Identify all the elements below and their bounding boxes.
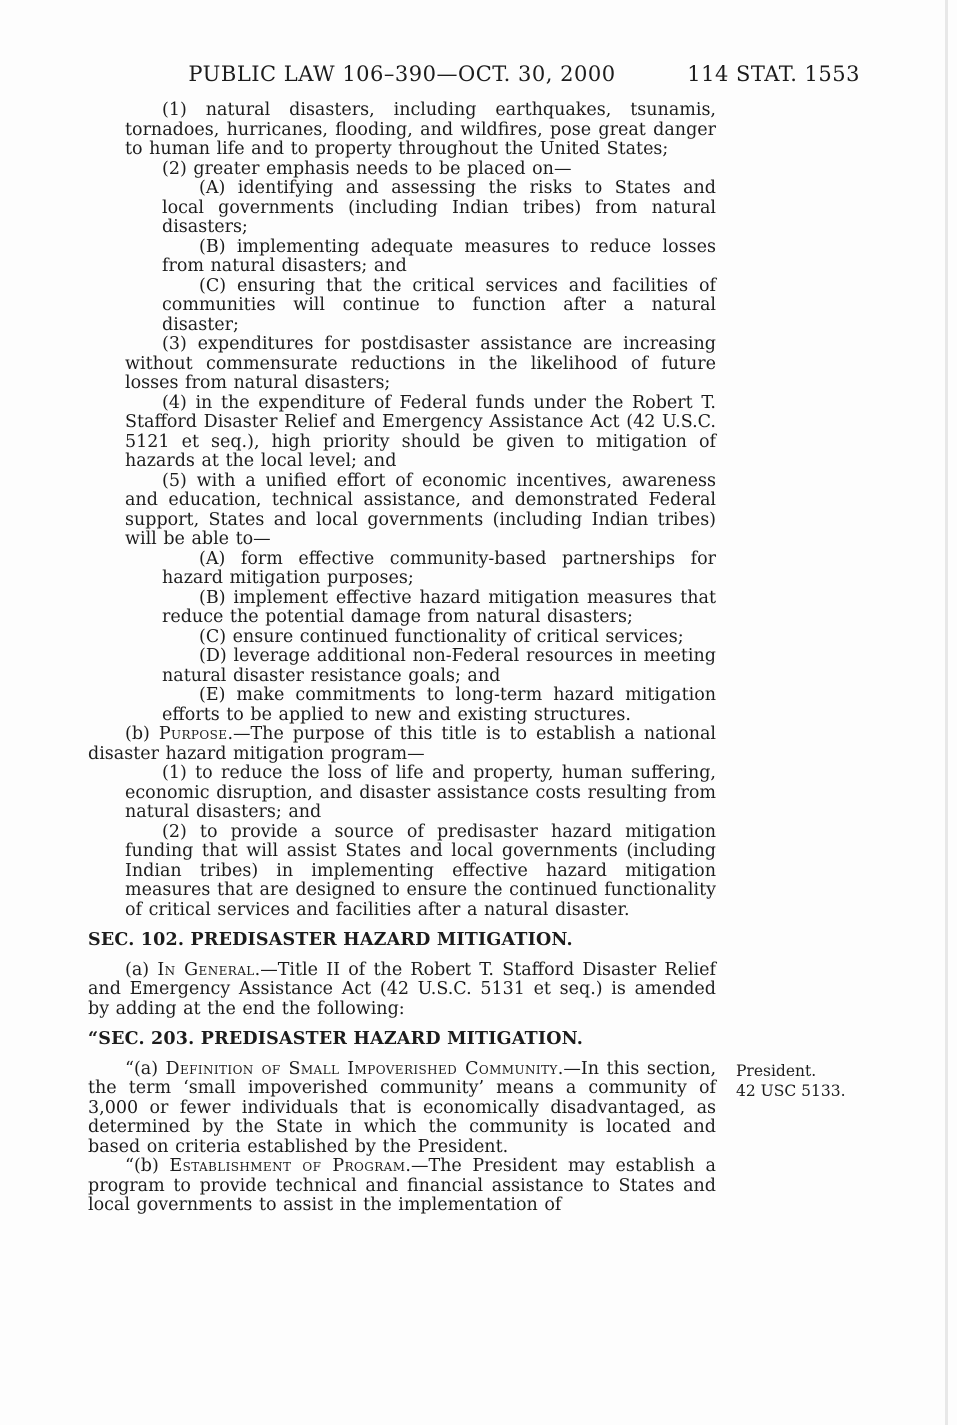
paragraph-text: “(b)	[125, 1156, 170, 1176]
paragraph-text: (A) identifying and assessing the risks to States and local governments (including Indian tribes) from natural disasters;	[162, 178, 716, 237]
statute-paragraph	[88, 1157, 716, 1216]
small-caps-term: In General	[157, 959, 255, 980]
small-caps-term: Establishment of Program	[169, 1156, 406, 1176]
statute-paragraph	[88, 686, 716, 725]
paragraph-text: .—Title II of the Robert T. Stafford Disaster Relief and Emergency Assistance Act (42 U.S.C. 5131 et seq.) is amended by adding at the end the following:	[88, 959, 716, 1019]
paragraph-text: .—The President may establish a program to provide technical and financial assistance to States and local governments to assist in the implementation of	[88, 1156, 716, 1215]
margin-note-line: 42 USC 5133.	[736, 1081, 846, 1100]
section-heading: SEC. 102. PREDISASTER HAZARD MITIGATION.	[88, 930, 573, 950]
paragraph-text: (5) with a unified effort of economic incentives, awareness and education, technical assistance, and demonstrated Federal support, States and local governments (including Indian tribes) will be able to—	[125, 470, 716, 549]
paragraph-text: (4) in the expenditure of Federal funds under the Robert T. Stafford Disaster Relief and Emergency Assistance Act (42 U.S.C. 5121 et seq.), high priority should be given to mitigation of hazards at the local level; and	[125, 392, 716, 471]
law-title: PUBLIC LAW 106–390—OCT. 30, 2000	[188, 62, 616, 86]
statute-paragraph	[88, 961, 716, 1020]
statute-paragraph	[88, 335, 716, 394]
small-caps-term: Definition of Small Impoverished Community	[165, 1058, 558, 1079]
statute-body	[88, 100, 846, 1216]
statute-paragraph	[88, 725, 716, 764]
statute-paragraph	[88, 589, 716, 628]
statute-paragraph	[88, 101, 716, 160]
small-caps-term: Purpose	[158, 724, 228, 744]
paragraph-text: (1) to reduce the loss of life and property, human suffering, economic disruption, and disaster assistance costs resulting from natural disasters; and	[125, 763, 716, 822]
paragraph-text: (E) make commitments to long-term hazard mitigation efforts to be applied to new and existing structures.	[162, 685, 716, 725]
paragraph-text: (2) to provide a source of predisaster hazard mitigation funding that will assist States and local governments (including Indian tribes) in implementing effective hazard mitigation measures that are designed to ensure the continued functionality of critical services and facilities after a natural disaster.	[125, 821, 716, 920]
paragraph-text: (A) form effective community-based partnerships for hazard mitigation purposes;	[162, 548, 716, 588]
paragraph-text: (3) expenditures for postdisaster assistance are increasing without commensurate reductions in the likelihood of future losses from natural disasters;	[125, 334, 716, 393]
statute-paragraph	[88, 628, 716, 648]
statute-paragraph	[88, 238, 716, 277]
margin-note-line: President.	[736, 1061, 817, 1080]
statute-paragraph	[88, 1058, 846, 1158]
paragraph-text: (B) implementing adequate measures to reduce losses from natural disasters; and	[162, 236, 716, 276]
statute-paragraph	[88, 160, 716, 180]
scan-edge-line	[945, 0, 948, 1425]
section-heading: “SEC. 203. PREDISASTER HAZARD MITIGATION.	[88, 1029, 584, 1049]
paragraph-text: (C) ensure continued functionality of critical services;	[199, 626, 684, 647]
statute-paragraph	[88, 394, 716, 472]
statute-paragraph	[88, 277, 716, 336]
statute-paragraph	[88, 823, 716, 921]
statute-paragraph	[88, 550, 716, 589]
statute-paragraph	[88, 764, 716, 823]
paragraph-text: (D) leverage additional non-Federal resources in meeting natural disaster resistance goals; and	[162, 646, 716, 686]
paragraph-text: (b)	[125, 724, 159, 744]
paragraph-text: (1) natural disasters, including earthquakes, tsunamis, tornadoes, hurricanes, flooding, and wildfires, pose great danger to human life and to property throughout the United States;	[125, 100, 716, 159]
paragraph-text: (2) greater emphasis needs to be placed on—	[162, 158, 572, 179]
paragraph-text: (C) ensuring that the critical services and facilities of communities will continue to function after a natural disaster;	[162, 275, 716, 335]
margin-note	[736, 1061, 896, 1101]
statute-paragraph	[88, 472, 716, 550]
paragraph-text: (a)	[125, 959, 158, 980]
paragraph-text: .—The purpose of this title is to establish a national disaster hazard mitigation program—	[88, 724, 716, 764]
statute-paragraph	[88, 179, 716, 238]
statute-paragraph	[88, 647, 716, 686]
paragraph-text: “(a)	[125, 1058, 166, 1079]
paragraph-text: (B) implement effective hazard mitigation measures that reduce the potential damage from natural disasters;	[162, 587, 716, 627]
stat-page-number: 114 STAT. 1553	[687, 62, 860, 86]
paragraph-text: .—In this section, the term ‘small impoverished community’ means a community of 3,000 or fewer individuals that is economically disadvantaged, as determined by the State in which the community is located and based on criteria established by the President.	[88, 1058, 717, 1157]
